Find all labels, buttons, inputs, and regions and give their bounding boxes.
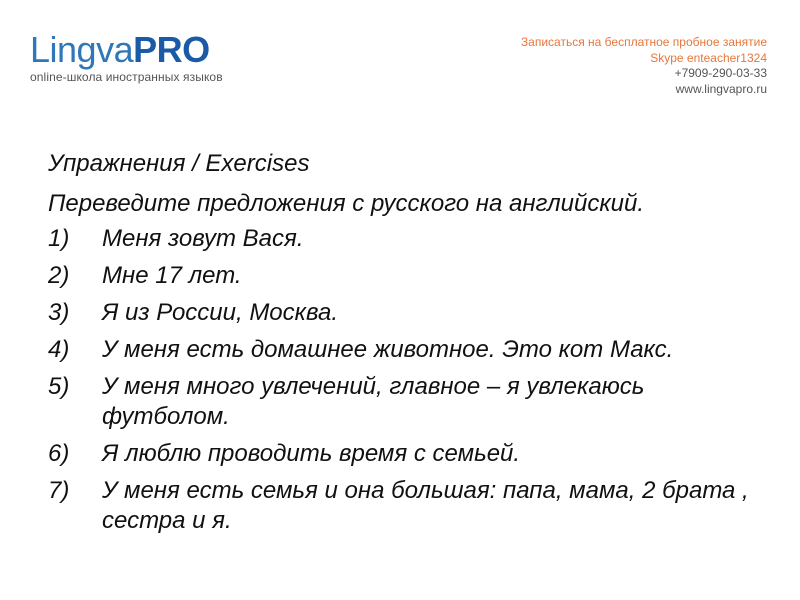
item-number: 7) xyxy=(48,477,70,504)
logo-wordmark xyxy=(30,30,223,70)
list-item xyxy=(48,476,778,536)
item-text: Я из России, Москва. xyxy=(102,299,339,326)
item-number: 1) xyxy=(48,225,70,252)
item-text: Мне 17 лет. xyxy=(102,262,242,289)
list-item xyxy=(48,439,778,469)
signup-cta-link[interactable]: Записаться на бесплатное пробное занятие xyxy=(520,35,767,49)
exercise-content xyxy=(48,146,778,543)
list-item xyxy=(48,298,778,328)
logo-tagline: online-школа иностранных языков xyxy=(30,70,223,84)
item-number: 5) xyxy=(48,373,70,400)
list-item xyxy=(48,261,778,291)
item-text: Меня зовут Вася. xyxy=(102,225,304,252)
list-item xyxy=(48,372,778,432)
phone-number: +7909-290-03-33 xyxy=(674,66,767,80)
logo-lingva-text: Lingva xyxy=(30,29,134,70)
item-text: У меня много увлечений, главное – я увлекаюсь футболом. xyxy=(102,373,645,430)
item-text: У меня есть домашнее животное. Это кот Макс. xyxy=(102,336,674,363)
list-item xyxy=(48,335,778,365)
item-number: 4) xyxy=(48,336,70,363)
item-number: 6) xyxy=(48,440,70,467)
exercise-heading: Упражнения / Exercises xyxy=(48,150,310,177)
item-text: У меня есть семья и она большая: папа, мама, 2 брата , сестра и я. xyxy=(102,477,749,534)
item-text: Я люблю проводить время с семьей. xyxy=(102,440,521,467)
logo-pro-text: PRO xyxy=(133,29,210,70)
item-number: 3) xyxy=(48,299,70,326)
item-number: 2) xyxy=(48,262,70,289)
sentence-list xyxy=(48,224,778,536)
exercise-instruction: Переведите предложения с русского на английский. xyxy=(48,190,645,217)
list-item xyxy=(48,224,778,254)
logo xyxy=(30,30,223,84)
skype-contact: Skype enteacher1324 xyxy=(650,50,767,65)
website-link[interactable]: www.lingvapro.ru xyxy=(675,81,767,96)
contact-block xyxy=(521,35,767,97)
